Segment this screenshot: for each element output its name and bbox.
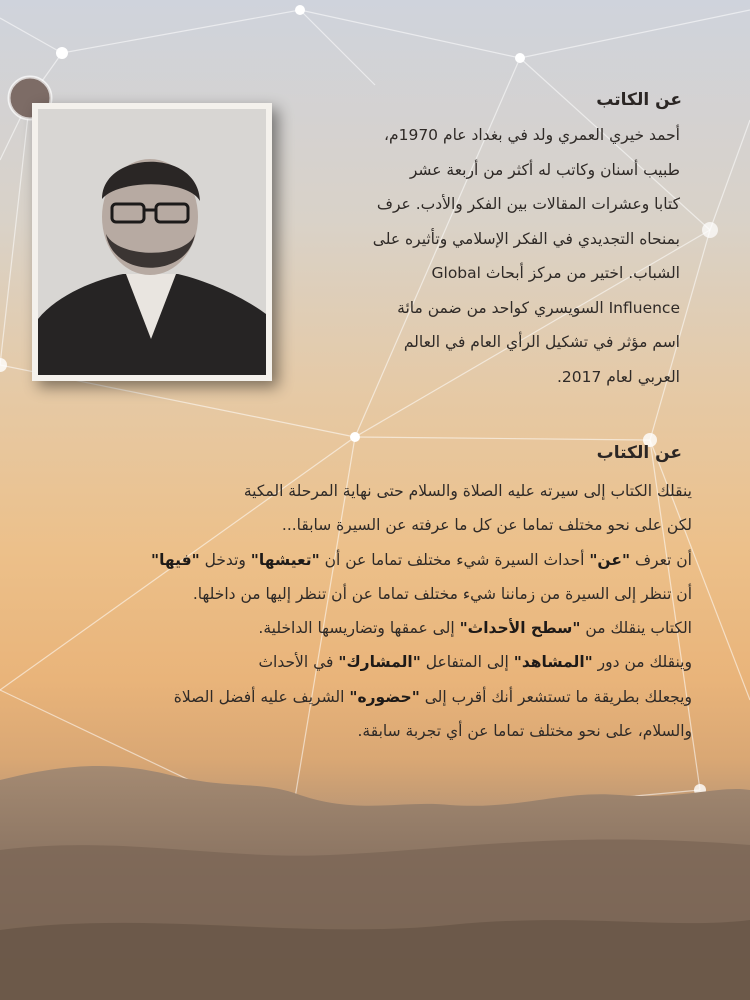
- author-bio-line: طبيب أسنان وكاتب له أكثر من أربعة عشر: [409, 160, 680, 179]
- book-line: أن تنظر إلى السيرة من زماننا شيء مختلف تماما عن أن تنظر إليها من داخلها.: [192, 584, 692, 603]
- author-bio-line: اسم مؤثر في تشكيل الرأي العام في العالم: [403, 333, 680, 351]
- book-line: ينقلك الكتاب إلى سيرته عليه الصلاة والسلام حتى نهاية المرحلة المكية: [243, 482, 692, 500]
- author-photo-frame: [32, 103, 272, 381]
- book-line: والسلام، على نحو مختلف تماما عن أي تجربة سابقة.: [357, 722, 692, 741]
- author-bio: [290, 118, 680, 394]
- author-bio-line: Influence السويسري كواحد من ضمن مائة: [397, 298, 680, 317]
- author-bio-line: العربي لعام 2017.: [556, 367, 680, 386]
- book-line: وينقلك من دور "المشاهد" إلى المتفاعل "المشارك" في الأحداث: [258, 653, 692, 672]
- book-line: ويجعلك بطريقة ما تستشعر أنك أقرب إلى "حضوره" الشريف عليه أفضل الصلاة: [173, 687, 692, 706]
- author-bio-line: كتابا وعشرات المقالات بين الفكر والأدب. عرف: [376, 195, 680, 213]
- book-line: لكن على نحو مختلف تماما عن كل ما عرفته عن السيرة سابقا...: [281, 516, 692, 535]
- author-bio-line: الشباب. اختير من مركز أبحاث Global: [431, 264, 680, 282]
- book-line: الكتاب ينقلك من "سطح الأحداث" إلى عمقها وتضاريسها الداخلية.: [258, 619, 692, 638]
- author-heading: عن الكاتب: [596, 90, 682, 110]
- book-description: [62, 474, 692, 748]
- author-bio-line: بمنحاه التجديدي في الفكر الإسلامي وتأثيره على: [372, 229, 680, 248]
- book-line: أن تعرف "عن" أحداث السيرة شيء مختلف تماما عن أن "تعيشها" وتدخل "فيها": [151, 550, 692, 569]
- desert-landscape: [0, 740, 750, 1000]
- book-heading: عن الكتاب: [596, 443, 682, 463]
- author-bio-line: أحمد خيري العمري ولد في بغداد عام 1970م،: [383, 126, 680, 144]
- author-portrait-icon: [38, 109, 266, 375]
